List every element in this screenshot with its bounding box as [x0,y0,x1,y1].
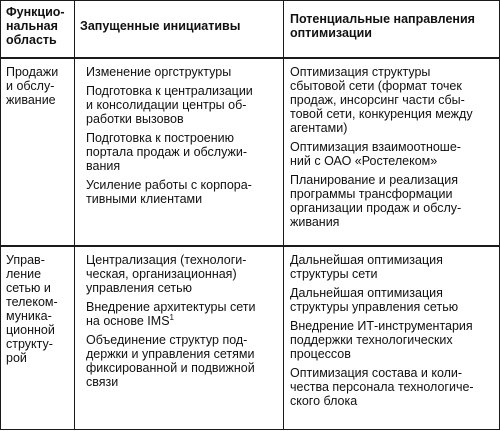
header-area-line: Функцио- [6,5,65,19]
area-line: муника- [6,309,52,323]
direction-line: программы трансформации [290,187,453,201]
initiative-line: держки и управления сетями [86,347,255,361]
direction-item [290,319,498,361]
direction-line: живания [290,215,340,229]
row2-directions-cell [290,253,498,413]
initiative-item [86,178,282,206]
initiative-line: портала продаж и обслужи- [86,145,247,159]
initiative-line: управления сетью [86,281,193,295]
initiative-line: Изменение оргструктуры [86,65,232,79]
ims-footnote-marker: 1 [169,312,174,322]
direction-line: продаж, инсорсинг части сбы- [290,93,465,107]
initiative-line: Усиление работы с корпора- [86,178,252,192]
row2-area-cell [6,253,72,365]
area-line: ление [6,267,42,281]
direction-line: ний с ОАО «Ростелеком» [290,154,438,168]
area-line: структу- [6,337,53,351]
initiative-line-with-footnote [86,314,282,328]
direction-line: Внедрение ИТ-инструментария [290,319,473,333]
area-line: ционной [6,323,55,337]
initiative-item [86,300,282,328]
direction-line: структуры управления сетью [290,300,459,314]
table-top-border [0,0,500,1]
area-line: Управ- [6,253,45,267]
table-bottom-border [0,429,500,430]
direction-item [290,286,498,314]
direction-line: Планирование и реализация [290,173,458,187]
initiative-line: Подготовка к построению [86,131,235,145]
initiative-line: работки вызовов [86,112,184,126]
direction-line: Оптимизация состава и коли- [290,366,463,380]
direction-item [290,253,498,281]
direction-line: Оптимизация взаимоотноше- [290,140,461,154]
area-line: Продажи [6,65,59,79]
direction-line: Дальнейшая оптимизация [290,253,443,267]
header-initiatives-line: Запущенные инициативы [80,19,241,33]
initiative-line: фиксированной и подвижной [86,361,255,375]
initiative-line: Внедрение архитектуры сети [86,300,256,314]
direction-line: агентами) [290,121,348,135]
initiative-item [86,84,282,126]
direction-line: ского блока [290,394,358,408]
column-divider-1 [74,0,75,430]
initiative-item [86,131,282,173]
direction-line: товой сети, конкуренция между [290,107,473,121]
row1-area-cell [6,65,72,107]
direction-line: Дальнейшая оптимизация [290,286,443,300]
direction-line: структуры сети [290,267,378,281]
direction-item [290,65,498,135]
initiative-item [86,333,282,389]
header-row-divider [0,57,500,59]
initiative-line: на основе IMS [86,314,170,328]
initiative-line: вания [86,159,121,173]
initiative-line: ческая, организационная) [86,267,237,281]
header-area-cell [6,5,72,47]
row2-initiatives-cell [86,253,282,394]
row1-initiatives-cell [86,65,282,211]
header-directions-line: оптимизации [290,26,372,40]
direction-item [290,366,498,408]
area-line: живание [6,93,56,107]
initiative-item [86,253,282,295]
initiative-line: Централизация (технологи- [86,253,247,267]
direction-line: чества персонала технологиче- [290,380,474,394]
column-divider-2 [283,0,284,430]
area-line: сетью и [6,281,51,295]
initiative-line: и консолидации центры об- [86,98,247,112]
header-directions-line: Потенциальные направления [290,12,475,26]
initiative-item [86,65,282,79]
header-area-line: нальная [6,19,58,33]
direction-item [290,173,498,229]
header-initiatives-cell [80,19,280,33]
table-left-border [0,0,1,430]
initiative-line: Подготовка к централизации [86,84,253,98]
direction-line: организации продаж и обслу- [290,201,462,215]
initiative-line: связи [86,375,119,389]
area-line: телеком- [6,295,58,309]
initiative-line: Объединение структур под- [86,333,248,347]
direction-line: поддержки технологических [290,333,453,347]
row1-directions-cell [290,65,498,234]
direction-line: Оптимизация структуры [290,65,431,79]
header-area-line: область [6,33,57,47]
initiative-line: тивными клиентами [86,192,203,206]
direction-line: процессов [290,347,351,361]
header-directions-cell [290,12,496,40]
row-divider [0,245,500,247]
area-line: и обслу- [6,79,55,93]
area-line: рой [6,351,27,365]
direction-item [290,140,498,168]
direction-line: сбытовой сети (формат точек [290,79,462,93]
